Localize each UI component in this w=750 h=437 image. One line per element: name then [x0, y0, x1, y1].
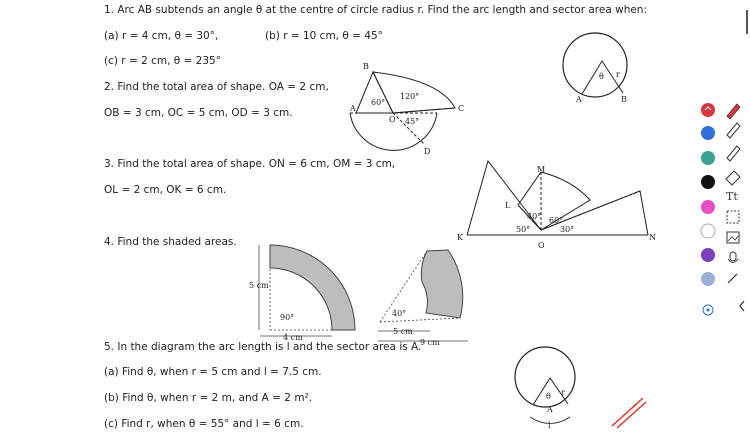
figure-q1-circle	[563, 33, 627, 104]
figure-q4b-annular-sector	[378, 250, 468, 347]
audio-tool-icon[interactable]	[728, 252, 738, 263]
fig2-o: O	[389, 115, 396, 124]
annotation-toolbar	[700, 88, 750, 328]
size-indicator[interactable]	[703, 305, 713, 315]
color-swatch-lightblue[interactable]	[701, 272, 715, 286]
q4-text: 4. Find the shaded areas.	[104, 236, 237, 248]
fig4a-side: 5 cm	[249, 281, 269, 290]
fig2-angle-120: 120°	[400, 92, 420, 101]
fig3-angle-30: 30°	[560, 225, 575, 234]
fig4a-width: 4 cm	[283, 333, 303, 342]
scrollbar-thumb[interactable]	[746, 10, 748, 34]
figure-q4a-quarter-ring	[249, 245, 355, 342]
fig2-c: C	[458, 104, 465, 113]
q3-line1: 3. Find the total area of shape. ON = 6 cm, OM = 3 cm,	[104, 158, 396, 170]
fig2-a: A	[350, 104, 356, 113]
q2-line1: 2. Find the total area of shape. OA = 2 cm,	[104, 81, 329, 93]
color-swatch-teal[interactable]	[701, 151, 715, 165]
fig1-b: B	[621, 95, 627, 104]
fig3-angle-40: 40°	[527, 212, 542, 221]
fig1-theta: θ	[599, 72, 604, 81]
fig3-n: N	[649, 233, 656, 242]
fig3-m: M	[537, 165, 546, 174]
image-tool-icon[interactable]	[727, 232, 739, 243]
fig4a-angle: 90°	[280, 313, 295, 322]
color-swatch-pink[interactable]	[701, 200, 715, 214]
collapse-chevron-icon[interactable]	[740, 301, 744, 311]
fig4b-angle: 40°	[392, 309, 407, 318]
fig5-r: r	[561, 388, 565, 397]
fig4b-inner: 5 cm	[393, 327, 413, 336]
toolbar-canvas	[700, 88, 750, 328]
text-tool-icon[interactable]	[726, 190, 738, 203]
fig2-b: B	[363, 62, 369, 71]
marker-tool-icon[interactable]	[727, 146, 740, 161]
fig3-o: O	[538, 241, 545, 250]
fig5-l: l	[548, 421, 551, 430]
color-swatch-purple[interactable]	[701, 248, 715, 262]
select-tool-icon[interactable]	[727, 211, 739, 223]
fig3-angle-50: 50°	[516, 225, 531, 234]
q1-text: 1. Arc AB subtends an angle θ at the centre of circle radius r. Find the arc length and sector area when:	[104, 4, 648, 16]
fig4b-outer: 9 cm	[420, 338, 440, 347]
fig5-a: A	[547, 405, 553, 414]
q1-part-b: (b) r = 10 cm, θ = 45°	[265, 30, 383, 42]
q5-part-c: (c) Find r, when θ = 55° and l = 6 cm.	[104, 418, 304, 430]
figure-q3-fan	[457, 158, 656, 250]
q1-part-c: (c) r = 2 cm, θ = 235°	[104, 55, 221, 67]
color-swatch-black[interactable]	[701, 175, 715, 189]
eraser-tool-icon[interactable]	[726, 171, 740, 185]
fig1-a: A	[576, 95, 582, 104]
fig3-l: L	[505, 201, 511, 210]
q5-part-b: (b) Find θ, when r = 2 m, and A = 2 m².	[104, 392, 313, 404]
color-swatch-red[interactable]	[701, 103, 715, 117]
figure-q2-shape	[349, 62, 464, 156]
fig3-k: K	[457, 233, 463, 242]
q3-line2: OL = 2 cm, OK = 6 cm.	[104, 184, 227, 196]
pen-tool-icon[interactable]	[727, 104, 740, 119]
q1-part-a: (a) r = 4 cm, θ = 30°,	[104, 30, 219, 42]
q2-line2: OB = 3 cm, OC = 5 cm, OD = 3 cm.	[104, 107, 293, 119]
red-annotation	[612, 398, 646, 428]
fig2-angle-60: 60°	[371, 98, 386, 107]
fig5-theta: θ	[546, 392, 551, 401]
link-tool-icon[interactable]	[728, 274, 737, 283]
q5-text: 5. In the diagram the arc length is l and the sector area is A.	[104, 341, 422, 353]
color-swatch-blue[interactable]	[701, 126, 715, 140]
q5-part-a: (a) Find θ, when r = 5 cm and l = 7.5 cm.	[104, 366, 322, 378]
svg-text:Tt: Tt	[726, 190, 738, 203]
fig3-angle-60: 60°	[549, 216, 564, 225]
figure-q5-circle	[515, 347, 575, 430]
color-swatch-white[interactable]	[701, 224, 715, 238]
highlighter-tool-icon[interactable]	[727, 123, 740, 138]
fig2-angle-45: 45°	[405, 117, 420, 126]
fig2-d: D	[424, 147, 431, 156]
fig1-r: r	[616, 70, 620, 79]
